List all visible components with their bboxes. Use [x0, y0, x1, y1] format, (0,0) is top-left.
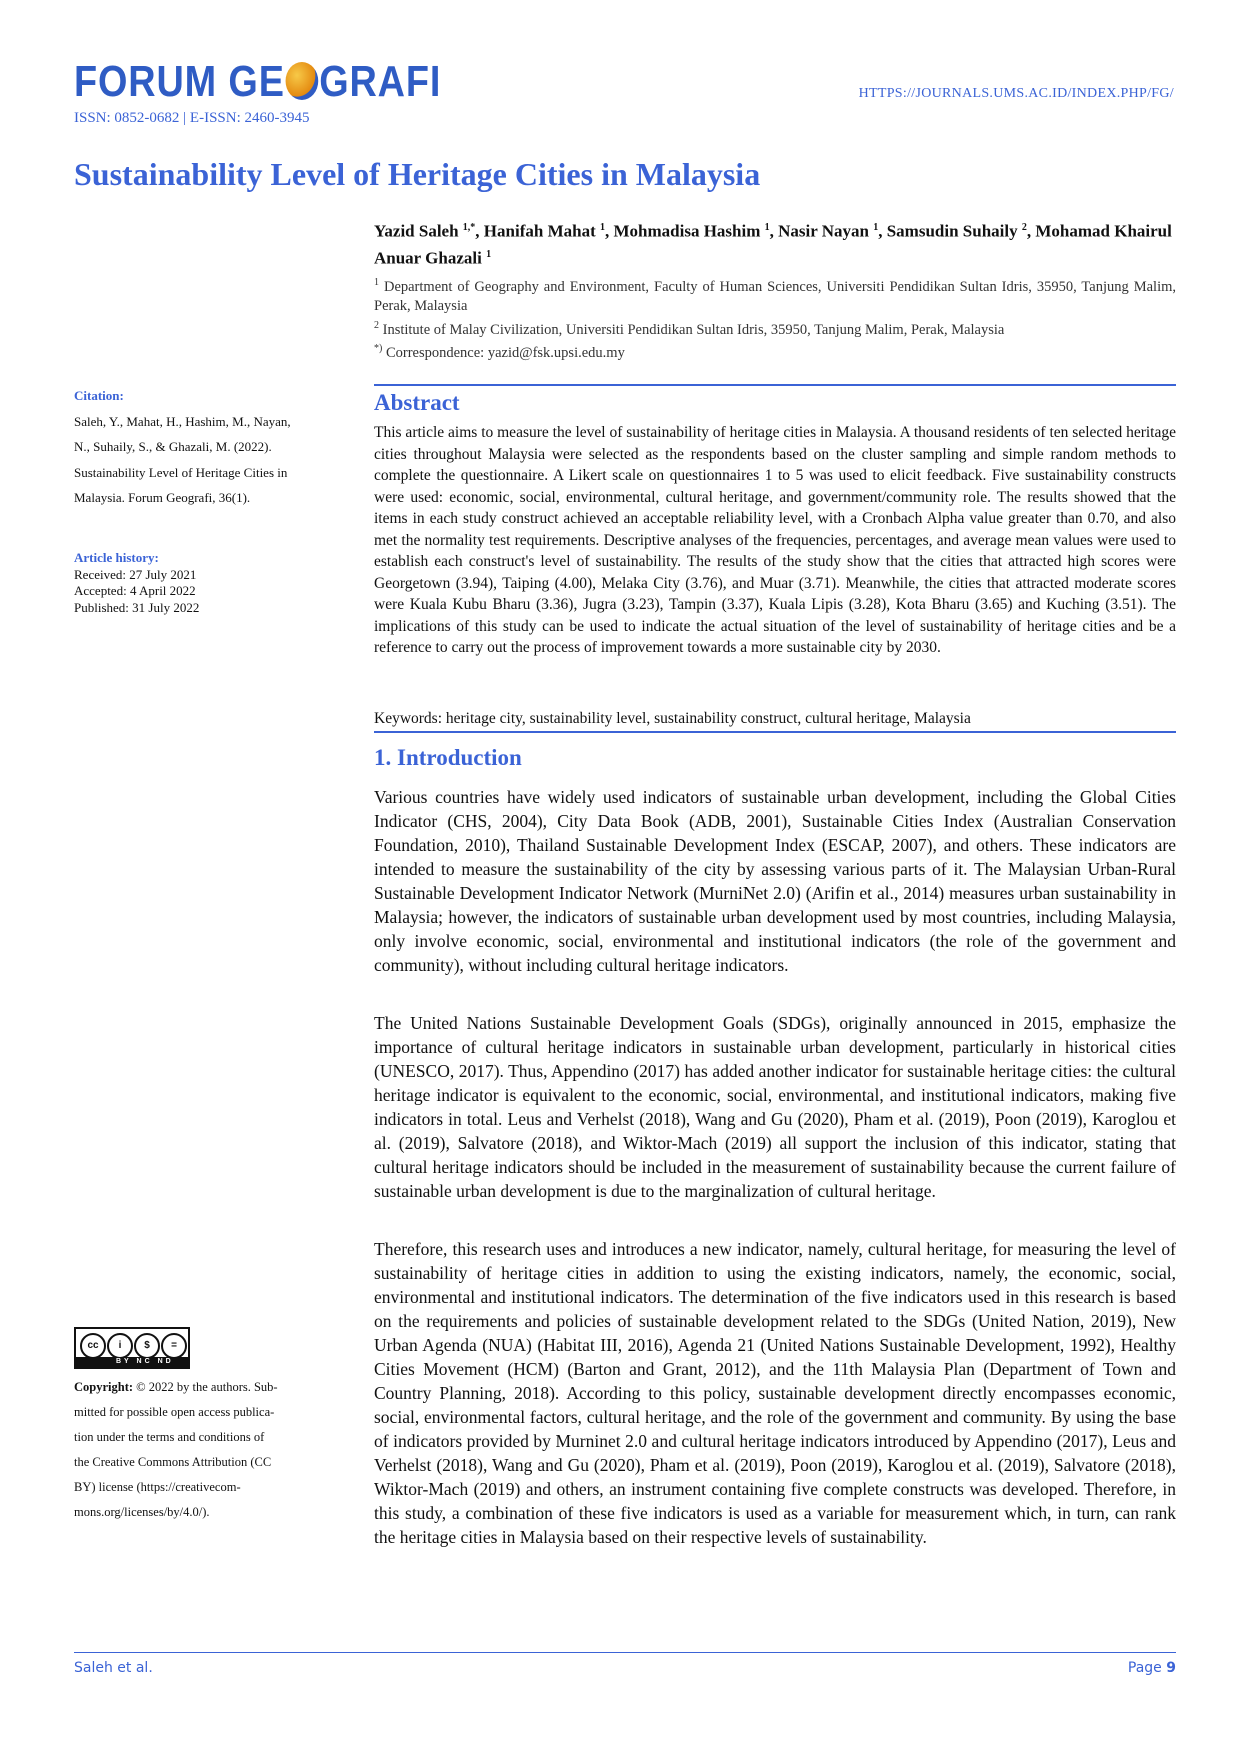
citation-line: Malaysia. Forum Geografi, 36(1). [74, 490, 251, 505]
intro-paragraph-3: Therefore, this research uses and introduces a new indicator, namely, cultural heritage, for measuring the level of sustainability of heritage cities in addition to using the existing indicators, namely, the economic, social, environmental and institutional indicators. The determination of the five indicators used in this research is based on the requirements and policies of sustainable development related to the SDGs (United Nation, 2019), New Urban Agenda (NUA) (Habitat III, 2016), Agenda 21 (United Nations Sustainable Development, 1992), Healthy Cities Movement (HCM) (Barton and Grant, 2012), and the 11th Malaysia Plan (Department of Town and Country Planning, 2018). According to this policy, sustainable development directly encompasses economic, social, environmental factors, cultural heritage, and the role of the government and community. By using the base of indicators provided by Murninet 2.0 and cultural heritage indicators introduced by Appendino (2017), Leus and Verhelst (2018), Wang and Gu (2020), Pham et al. (2019), Poon (2019), Karoglou et al. (2019), Salvatore (2018), Wiktor-Mach (2019) and others, an instrument containing five complete constructs was developed. Therefore, in this study, a combination of these five indicators is used as a variable for measurement which, in turn, can rank the heritage cities in Malaysia based on their respective levels of sustainability. [374, 1239, 1176, 1547]
running-author: Saleh et al. [74, 1660, 153, 1676]
abstract-text: This article aims to measure the level of sustainability of heritage cities in Malaysia. A thousand residents of ten selected heritage cities throughout Malaysia were selected as the respondents based on the cluster sampling and simple random methods to complete the questionnaire. A Likert scale on questionnaires 1 to 5 was used to elicit feedback. Five sustainability constructs were used: economic, social, environmental, cultural heritage, and government/community role. The results showed that the items in each study construct achieved an acceptable reliability level, with a Cronbach Alpha value greater than 0.70, and also met the normality test requirements. Descriptive analyses of the frequencies, percentages, and average mean values were used to establish each construct's level of sustainability. The results of the study show that the cities that attracted high scores were Georgetown (3.94), Taiping (4.00), Melaka City (3.76), and Muar (3.71). Meanwhile, the cities that attracted moderate scores were Kuala Kubu Bharu (3.36), Jugra (3.23), Tampin (3.37), Kuala Lipis (3.28), Kota Bharu (3.65) and Kuching (3.51). The implications of this study can be used to indicate the actual situation of the level of sustainability of heritage cities and be a reference to carry out the process of improvement towards a more sustainable city by 2030. [374, 424, 1176, 656]
correspondence: *) Correspondence: yazid@fsk.upsi.edu.my [374, 343, 625, 361]
citation-line: Sustainability Level of Heritage Cities in [74, 464, 288, 480]
article-history [74, 550, 324, 616]
cc-icon: cc [80, 1333, 106, 1359]
intro-paragraph-2: The United Nations Sustainable Development Goals (SDGs), originally announced in 2015, emphasize the importance of cultural heritage indicators in sustainable urban development, particularly in historical cities (UNESCO, 2017). Thus, Appendino (2017) has added another indicator for sustainable heritage cities: the cultural heritage indicator is equivalent to the economic, social, environmental, and institutional indicators, making five indicators in total. Leus and Verhelst (2018), Wang and Gu (2020), Pham et al. (2019), Poon (2019), Karoglou et al. (2019), Salvatore (2018), and Wiktor-Mach (2019) all support the inclusion of this indicator, stating that cultural heritage indicators should be included in the measurement of sustainability because the current failure of sustainable urban development is due to the marginalization of cultural heritage. [374, 1013, 1176, 1201]
published-date: Published: 31 July 2022 [74, 599, 200, 615]
noncommercial-icon: $ [134, 1333, 160, 1359]
journal-url[interactable]: HTTPS://JOURNALS.UMS.AC.ID/INDEX.PHP/FG/ [858, 86, 1174, 101]
affiliation-1: $^1$ Department of Geography and Environment, Faculty of Human Sciences, Universiti Pendidikan Sultan Idris, 35950, Tanjung Malim, Perak, Malaysia [374, 277, 1176, 314]
issn: ISSN: 0852-0682 | E-ISSN: 2460-3945 [74, 110, 310, 126]
copyright-notice: Copyright: © 2022 by the authors. Sub- mitted for possible open access publica- tion under the terms and conditions of the Creative Commons Attribution (CC BY) license (https://creativecom- mons.org/licenses/by/4.0/). [74, 1380, 278, 1519]
abstract-top-rule [374, 384, 1176, 386]
history-label: Article history: [74, 550, 159, 565]
affiliation-2: $^2$ Institute of Malay Civilization, Universiti Pendidikan Sultan Idris, 35950, Tanjung Malim, Perak, Malaysia [374, 319, 1005, 338]
citation-label: Citation: [74, 388, 124, 403]
attribution-icon: i [107, 1333, 133, 1359]
intro-paragraph-1: Various countries have widely used indicators of sustainable urban development, including the Global Cities Indicator (CHS, 2004), City Data Book (ADB, 2001), Sustainable Cities Index (Australian Conservation Foundation, 2010), Thailand Sustainable Development Index (ESCAP, 2007), and others. These indicators are intended to measure the sustainability of the city by assessing various parts of it. The Malaysian Urban-Rural Sustainable Development Indicator Network (MurniNet 2.0) (Arifin et al., 2014) measures urban sustainability in Malaysia; however, the indicators of sustainable urban development used by most countries, including Malaysia, only involve economic, social, environmental and institutional indicators (the role of the government and community), without including cultural heritage indicators. [374, 787, 1176, 975]
intro-heading: 1. Introduction [374, 745, 522, 770]
logo-text-left: FORUM GE [74, 57, 285, 106]
affiliations [374, 273, 1176, 340]
citation-line: N., Suhaily, S., & Ghazali, M. (2022). [74, 439, 272, 454]
cc-license-badge[interactable] [74, 1327, 190, 1369]
page-number: Page 9 [1127, 1660, 1176, 1676]
abstract-bottom-rule [374, 731, 1176, 733]
logo-text-right: GRAFI [319, 57, 442, 106]
footer-rule [74, 1652, 1176, 1653]
keywords: Keywords: heritage city, sustainability level, sustainability construct, cultural heritage, Malaysia [374, 710, 971, 727]
citation-line: Saleh, Y., Mahat, H., Hashim, M., Nayan, [74, 413, 291, 429]
journal-logo [74, 57, 442, 106]
license-bar: BY NC ND [76, 1357, 188, 1367]
accepted-date: Accepted: 4 April 2022 [74, 583, 196, 598]
citation-block [74, 383, 324, 511]
abstract-heading: Abstract [374, 390, 460, 415]
author-list: Yazid Saleh $^{1,*}$, Hanifah Mahat $^1$, Mohmadisa Hashim $^1$, Nasir Nayan $^1$, Samsudin Suhaily $^2$, Mohamad Khairul Anuar Ghazali $^1$ [374, 221, 1172, 268]
paper-title: Sustainability Level of Heritage Cities in Malaysia [74, 156, 761, 192]
noderivs-icon: = [161, 1333, 187, 1359]
globe-icon [286, 62, 319, 100]
received-date: Received: 27 July 2021 [74, 566, 197, 582]
